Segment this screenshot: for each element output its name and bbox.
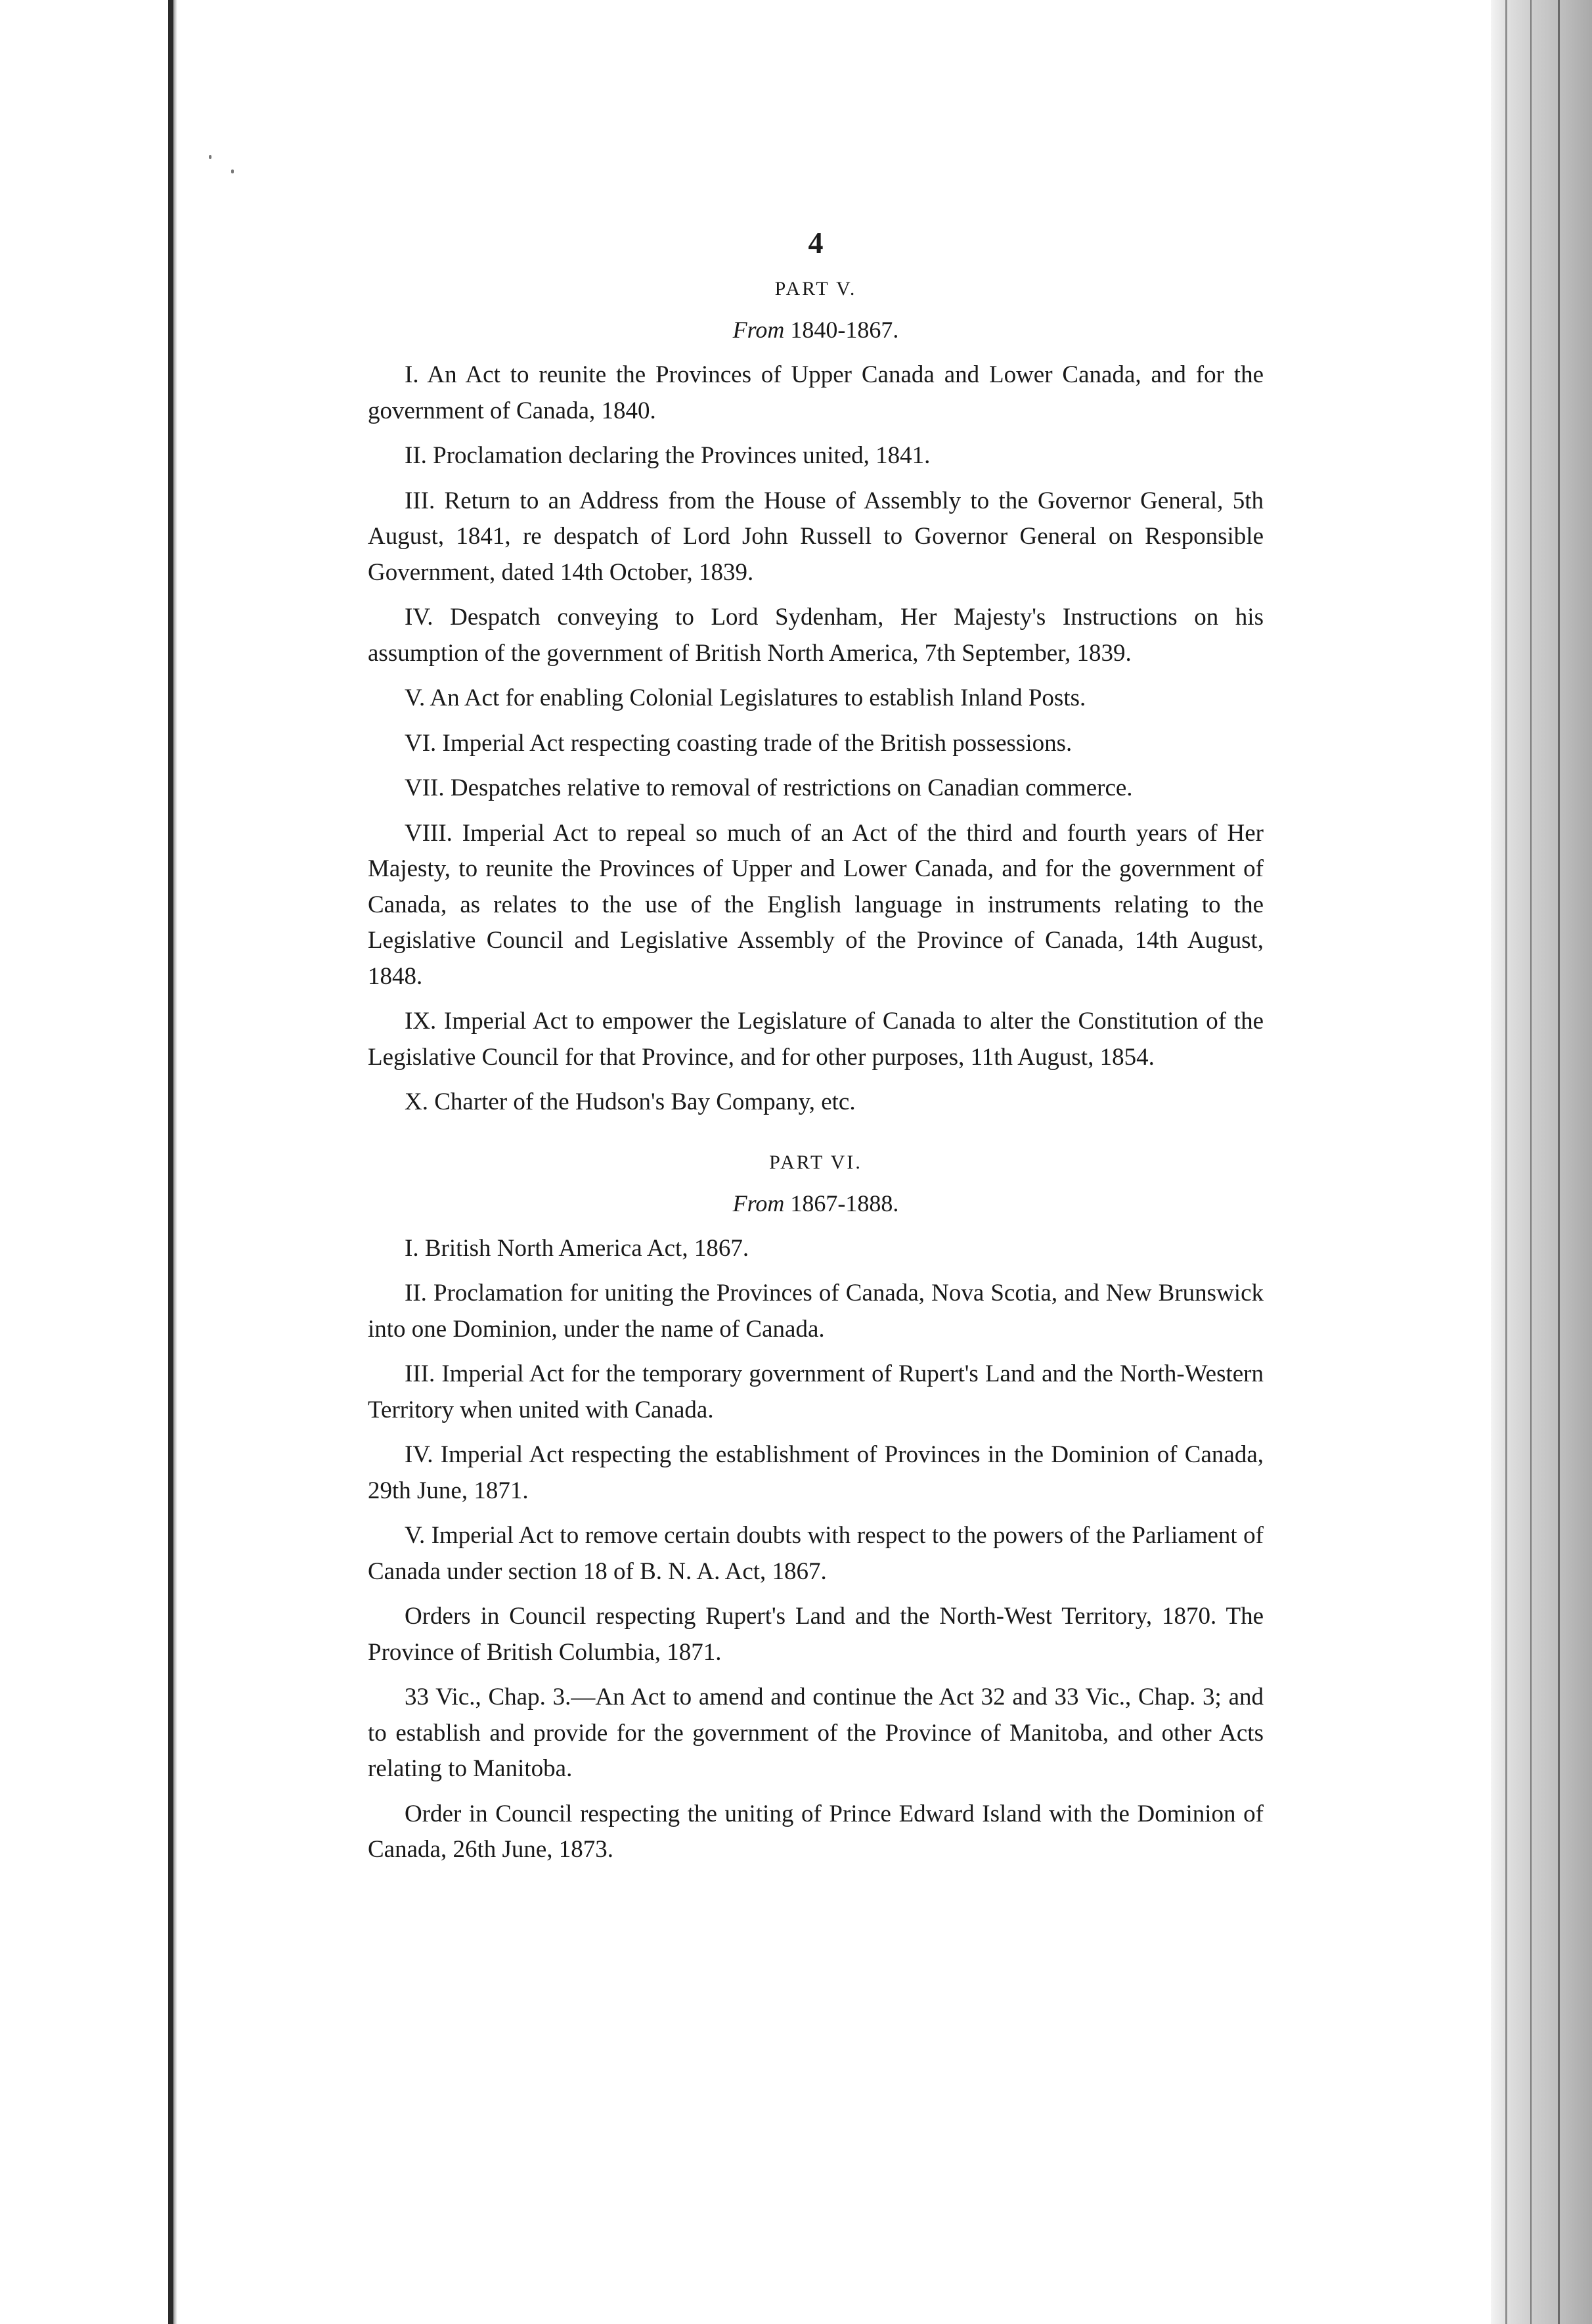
list-item: IV. Imperial Act respecting the establishment of Provinces in the Dominion of Canada, 29th June, 1871. (368, 1441, 1264, 1504)
part-heading: PART V. (774, 278, 857, 300)
page-edge-line (1530, 0, 1532, 2324)
list-item: V. An Act for enabling Colonial Legislatures to establish Inland Posts. (405, 684, 1086, 711)
list-item: VI. Imperial Act respecting coasting trade of the British possessions. (405, 729, 1072, 757)
list-item: VIII. Imperial Act to repeal so much of an Act of the third and fourth years of Her Majesty, to reunite the Provinces of Upper and Lower Canada, and for the government of Canada, as relates to the use of the English language in instruments relating to the Legislative Council and Legislative Assembly of the Province of Canada, 14th August, 1848. (368, 819, 1264, 990)
list-item: I. An Act to reunite the Provinces of Upper Canada and Lower Canada, and for the government of Canada, 1840. (368, 361, 1264, 424)
list-item: IV. Despatch conveying to Lord Sydenham, Her Majesty's Instructions on his assumption of the government of British North America, 7th September, 1839. (368, 604, 1264, 667)
range-prefix: From (732, 317, 785, 343)
part-range (368, 1184, 1264, 1223)
range-prefix: From (732, 1190, 785, 1217)
page-edge-shadow (173, 0, 177, 2324)
range-years: 1840-1867. (790, 317, 899, 343)
document-page (368, 223, 1264, 1877)
list-item: X. Charter of the Hudson's Bay Company, etc. (405, 1088, 856, 1115)
page-number: 4 (808, 226, 824, 259)
part-five-section (368, 271, 1264, 1121)
part-heading: PART VI. (769, 1151, 862, 1173)
part-range (368, 310, 1264, 349)
list-item: I. British North America Act, 1867. (405, 1234, 749, 1262)
list-item: II. Proclamation declaring the Provinces united, 1841. (405, 442, 931, 469)
page-edge-line (1558, 0, 1560, 2324)
list-item: III. Return to an Address from the House of Assembly to the Governor General, 5th August, 1841, re despatch of Lord John Russell to Governor General on Responsible Government, dated 14th October, 1839. (368, 487, 1264, 586)
range-years: 1867-1888. (790, 1190, 899, 1217)
list-item: III. Imperial Act for the temporary government of Rupert's Land and the North-Western Territory when united with Canada. (368, 1360, 1264, 1423)
list-item: V. Imperial Act to remove certain doubts with respect to the powers of the Parliament of Canada under section 18 of B. N. A. Act, 1867. (368, 1522, 1264, 1585)
list-item: II. Proclamation for uniting the Provinces of Canada, Nova Scotia, and New Brunswick into one Dominion, under the name of Canada. (368, 1280, 1264, 1343)
scan-speck (209, 155, 211, 159)
page-edge-line (1505, 0, 1507, 2324)
list-item: VII. Despatches relative to removal of restrictions on Canadian commerce. (405, 774, 1133, 801)
list-item: IX. Imperial Act to empower the Legislature of Canada to alter the Constitution of the Legislative Council for that Province, and for other purposes, 11th August, 1854. (368, 1008, 1264, 1071)
part-six-section (368, 1144, 1264, 1868)
list-item: 33 Vic., Chap. 3.—An Act to amend and continue the Act 32 and 33 Vic., Chap. 3; and to establish and provide for the government of the Province of Manitoba, and other Acts relating to Manitoba. (368, 1684, 1264, 1782)
page-edge-left (168, 0, 173, 2324)
list-item: Order in Council respecting the uniting of Prince Edward Island with the Dominion of Canada, 26th June, 1873. (368, 1800, 1264, 1863)
section-gap (368, 1130, 1264, 1144)
scan-speck (231, 169, 234, 173)
list-item: Orders in Council respecting Rupert's Land and the North-West Territory, 1870. The Province of British Columbia, 1871. (368, 1603, 1264, 1666)
